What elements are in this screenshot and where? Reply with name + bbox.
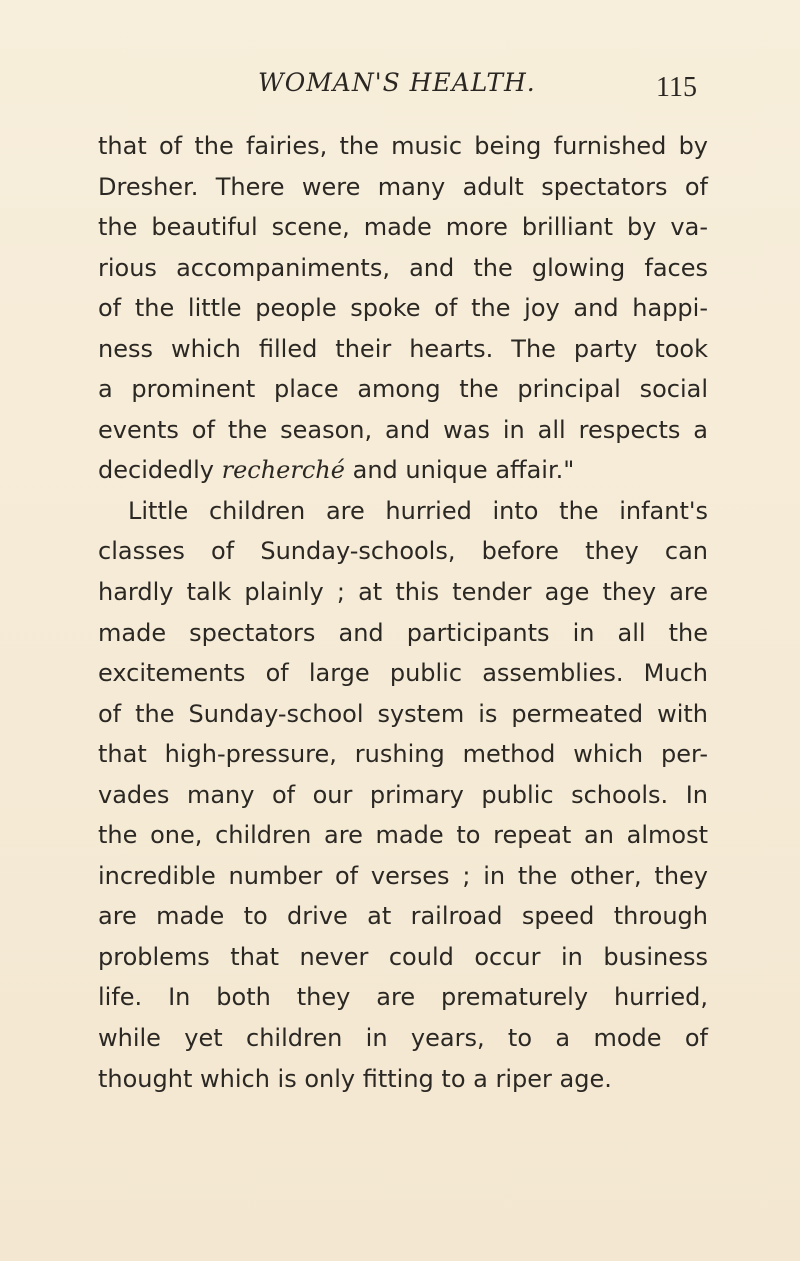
text-line: ness which filled their hearts. The party took [98,334,708,363]
text-line: classes of Sunday-schools, before they can [98,537,708,566]
italic-word: recherché [221,456,345,485]
text-line: incredible number of verses ; in the other, they [98,861,708,890]
text-line: are made to drive at railroad speed through [98,902,708,931]
text-line: hardly talk plainly ; at this tender age they are [98,578,708,607]
text-fragment: decidedly [98,456,214,485]
text-line: rious accompaniments, and the glowing faces [98,253,708,282]
text-line: events of the season, and was in all respects a [98,415,708,444]
text-line: made spectators and participants in all the [98,618,708,647]
body-text [98,126,708,1099]
text-line: Little children are hurried into the infant's [128,496,708,525]
text-line: of the Sunday-school system is permeated with [98,699,708,728]
text-fragment: and unique affair." [352,456,575,485]
text-line: excitements of large public assemblies. Much [98,659,708,688]
text-line: thought which is only fitting to a riper age. [98,1064,612,1093]
text-line: life. In both they are prematurely hurried, [98,983,708,1012]
page-number: 115 [656,72,697,103]
text-line: the beautiful scene, made more brilliant by va- [98,213,708,242]
running-head: WOMAN'S HEALTH. [258,68,536,97]
text-line: problems that never could occur in business [98,942,708,971]
text-line: that high-pressure, rushing method which per- [98,740,708,769]
text-line: vades many of our primary public schools. In [98,780,708,809]
text-line [98,450,708,491]
text-line: the one, children are made to repeat an almost [98,821,708,850]
text-line: Dresher. There were many adult spectators of [98,172,708,201]
text-line: while yet children in years, to a mode of [98,1024,708,1053]
text-line: of the little people spoke of the joy and happi- [98,294,708,323]
text-line: a prominent place among the principal social [98,375,708,404]
text-line: that of the fairies, the music being furnished by [98,132,708,160]
